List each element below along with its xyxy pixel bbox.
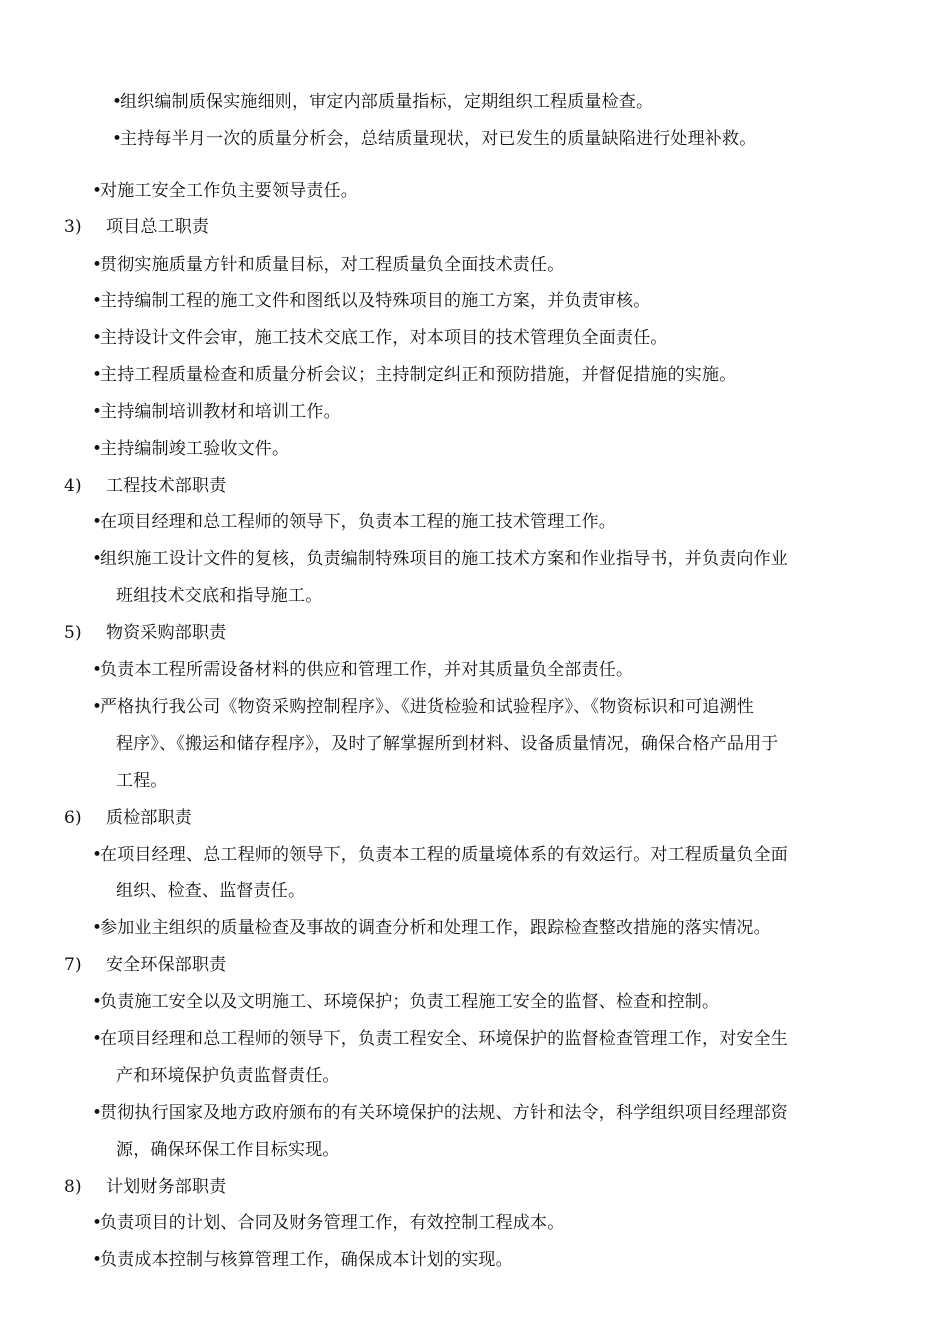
list-item	[92, 364, 736, 386]
bullet-mark: •	[92, 1029, 103, 1049]
section-number: 3)	[64, 217, 82, 237]
section-number: 8)	[64, 1177, 82, 1197]
list-item	[92, 696, 754, 718]
list-item	[92, 1028, 788, 1050]
list-item-text: 负责项目的计划、合同及财务管理工作，有效控制工程成本。	[100, 1213, 565, 1233]
bullet-mark: •	[92, 992, 103, 1012]
list-item	[92, 180, 358, 202]
list-item-text: 负责施工安全以及文明施工、环境保护；负责工程施工安全的监督、检查和控制。	[100, 992, 720, 1012]
bullet-mark: •	[92, 291, 103, 311]
list-item	[92, 290, 650, 312]
bullet-mark: •	[92, 328, 103, 348]
list-item-text: 组织编制质保实施细则，审定内部质量指标，定期组织工程质量检查。	[120, 92, 654, 112]
list-item-text: 主持编制竣工验收文件。	[100, 439, 290, 459]
list-item	[92, 511, 616, 533]
list-item-text: 在项目经理和总工程师的领导下，负责工程安全、环境保护的监督检查管理工作，对安全生	[100, 1029, 788, 1049]
list-item	[92, 659, 633, 681]
list-item-text: 主持每半月一次的质量分析会，总结质量现状，对已发生的质量缺陷进行处理补救。	[120, 129, 757, 149]
list-item	[92, 991, 719, 1013]
list-item-text: 对施工安全工作负主要领导责任。	[100, 181, 358, 201]
bullet-mark: •	[92, 1213, 103, 1233]
list-item-continuation: 班组技术交底和指导施工。	[116, 586, 323, 606]
list-item	[92, 438, 289, 460]
list-item-text: 在项目经理和总工程师的领导下，负责本工程的施工技术管理工作。	[100, 512, 616, 532]
bullet-mark: •	[92, 439, 103, 459]
list-item	[112, 128, 756, 150]
section-heading	[64, 954, 226, 976]
list-item-continuation: 组织、检查、监督责任。	[116, 881, 306, 901]
list-item-text: 参加业主组织的质量检查及事故的调查分析和处理工作，跟踪检查整改措施的落实情况。	[100, 918, 771, 938]
section-heading	[64, 475, 226, 497]
bullet-mark: •	[92, 845, 103, 865]
list-item-continuation: 程序》、《搬运和储存程序》，及时了解掌握所到材料、设备质量情况，确保合格产品用于	[116, 734, 779, 754]
list-item-text: 严格执行我公司《物资采购控制程序》、《进货检验和试验程序》、《物资标识和可追溯性	[100, 697, 754, 717]
bullet-mark: •	[92, 512, 103, 532]
list-item	[92, 1102, 788, 1124]
list-item	[92, 327, 668, 349]
list-item	[92, 844, 788, 866]
list-item-text: 负责成本控制与核算管理工作，确保成本计划的实现。	[100, 1250, 513, 1270]
bullet-mark: •	[92, 697, 103, 717]
section-heading	[64, 1176, 226, 1198]
bullet-mark: •	[92, 660, 103, 680]
bullet-mark: •	[92, 365, 103, 385]
bullet-mark: •	[92, 1103, 103, 1123]
list-item-text: 贯彻实施质量方针和质量目标，对工程质量负全面技术责任。	[100, 255, 565, 275]
section-number: 5)	[64, 623, 82, 643]
list-item-continuation: 工程。	[116, 771, 168, 791]
section-title: 项目总工职责	[106, 217, 210, 237]
bullet-mark: •	[112, 92, 123, 112]
section-title: 物资采购部职责	[106, 623, 227, 643]
bullet-mark: •	[112, 129, 123, 149]
section-title: 工程技术部职责	[106, 476, 227, 496]
section-heading	[64, 216, 209, 238]
list-item	[92, 401, 341, 423]
list-item	[92, 917, 771, 939]
section-title: 安全环保部职责	[106, 955, 227, 975]
list-item-text: 在项目经理、总工程师的领导下，负责本工程的质量境体系的有效运行。对工程质量负全面	[100, 845, 788, 865]
section-title: 计划财务部职责	[106, 1177, 227, 1197]
list-item	[92, 254, 564, 276]
section-heading	[64, 622, 226, 644]
section-title: 质检部职责	[106, 808, 192, 828]
list-item	[92, 1212, 564, 1234]
section-number: 6)	[64, 808, 82, 828]
list-item-text: 负责本工程所需设备材料的供应和管理工作，并对其质量负全部责任。	[100, 660, 634, 680]
section-heading	[64, 807, 192, 829]
list-item-text: 组织施工设计文件的复核，负责编制特殊项目的施工技术方案和作业指导书，并负责向作业	[100, 549, 788, 569]
list-item-text: 主持编制工程的施工文件和图纸以及特殊项目的施工方案，并负责审核。	[100, 291, 651, 311]
list-item-text: 主持工程质量检查和质量分析会议；主持制定纠正和预防措施，并督促措施的实施。	[100, 365, 737, 385]
list-item-continuation: 产和环境保护负责监督责任。	[116, 1066, 340, 1086]
list-item-text: 主持设计文件会审，施工技术交底工作，对本项目的技术管理负全面责任。	[100, 328, 668, 348]
bullet-mark: •	[92, 918, 103, 938]
bullet-mark: •	[92, 181, 103, 201]
list-item	[112, 91, 653, 113]
section-number: 7)	[64, 955, 82, 975]
bullet-mark: •	[92, 549, 103, 569]
bullet-mark: •	[92, 255, 103, 275]
list-item-continuation: 源，确保环保工作目标实现。	[116, 1140, 340, 1160]
list-item-text: 主持编制培训教材和培训工作。	[100, 402, 341, 422]
bullet-mark: •	[92, 1250, 103, 1270]
list-item	[92, 1249, 513, 1271]
list-item-text: 贯彻执行国家及地方政府颁布的有关环境保护的法规、方针和法令，科学组织项目经理部资	[100, 1103, 788, 1123]
list-item	[92, 548, 788, 570]
bullet-mark: •	[92, 402, 103, 422]
section-number: 4)	[64, 476, 82, 496]
